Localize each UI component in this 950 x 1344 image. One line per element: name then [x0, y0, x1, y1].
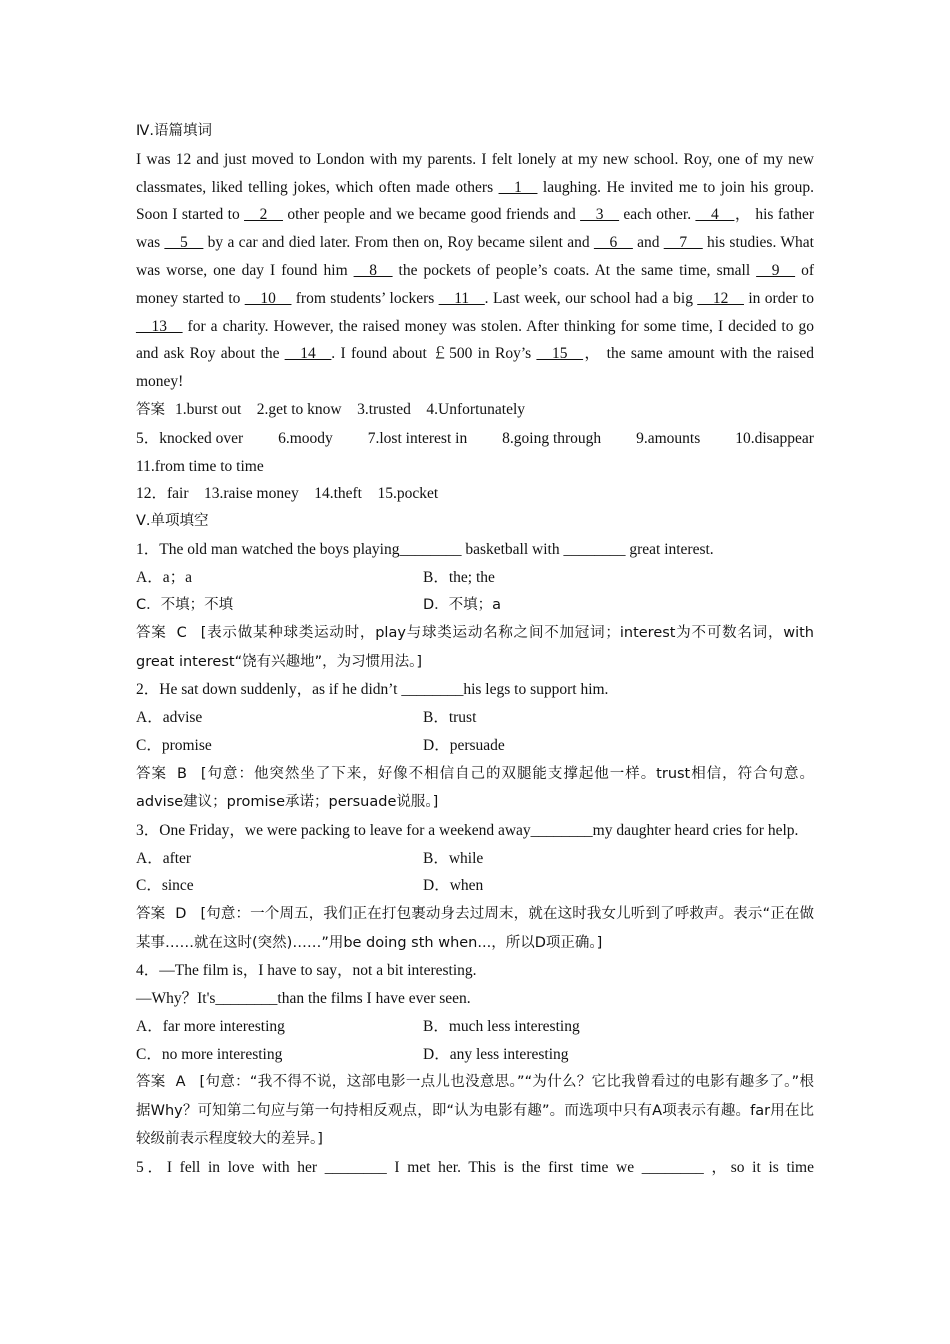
answer-explanation: [表示做某种球类运动时，play与球类运动名称之间不加冠词；interest为不可数名词，with great interest“饶有兴趣地”，为习惯用法。]	[136, 625, 814, 670]
blank-12: __12__	[697, 289, 744, 307]
passage-text: I was 12 and just moved to London with my parents. I felt lonely at my new school. Roy, one of my new classmates, liked telling jokes, which often made others	[136, 150, 814, 196]
option-d: D．when	[423, 877, 484, 895]
question-1-options-row-1	[136, 564, 814, 592]
question-2-stem: 2．He sat down suddenly，as if he didn’t ________his legs to support him.	[136, 681, 609, 699]
passage-text: each other.	[618, 206, 696, 224]
question-4-answer	[136, 1068, 814, 1154]
section-5-heading: Ⅴ.单项填空	[136, 513, 209, 530]
passage-text: from students’ lockers	[291, 289, 439, 307]
answer-explanation: [句意：他突然坐了下来，好像不相信自己的双腿能支撑起他一样。trust相信，符合句意。advise建议；promise承诺；persuade说服。]	[136, 765, 815, 811]
blank-5: __5__	[164, 234, 204, 252]
passage-text: by a car and died later. From then on, Roy became silent and	[203, 234, 594, 252]
blank-10: __10__	[244, 289, 292, 307]
answer-item: 10.disappear	[735, 429, 814, 447]
blank-9: __9__	[756, 261, 795, 279]
document-page	[136, 118, 814, 1182]
blank-3: __3__	[580, 206, 619, 224]
answer-label: 答案	[136, 401, 165, 418]
question-2-answer	[136, 760, 814, 817]
option-b: B．much less interesting	[423, 1017, 580, 1035]
option-d: D．不填；a	[423, 596, 502, 613]
answer-line-4: 12．fair 13.raise money 14.theft 15.pocket	[136, 485, 439, 503]
answer-choice: C	[176, 625, 187, 642]
answer-label: 答案	[136, 625, 167, 642]
question-2-options-row-1	[136, 704, 814, 732]
question-5-stem: 5．I fell in love with her ________ I met her. This is the first time we ________ ，so it is time	[136, 1158, 814, 1176]
question-4-options-row-1	[136, 1013, 814, 1041]
question-3-stem: 3．One Friday，we were packing to leave for a weekend away________my daughter heard cries for help.	[136, 821, 799, 839]
question-4-options-row-2	[136, 1041, 814, 1069]
passage-text: other people and we became good friends and	[282, 206, 581, 224]
blank-4: __4__	[695, 206, 735, 224]
blank-11: __11__	[438, 289, 485, 307]
passage-text: in order to	[743, 289, 814, 307]
passage-text: laughing. He invited me to join his group. Soon I started to	[136, 178, 814, 224]
passage-text: . I found about ￡500 in Roy’s	[331, 345, 537, 363]
cloze-passage	[136, 146, 814, 396]
answer-item: 8.going through	[502, 429, 602, 447]
answer-item: 6.moody	[278, 429, 333, 447]
question-4-stem: 4．—The film is，I have to say，not a bit interesting.	[136, 962, 477, 980]
answer-explanation: [句意：一个周五，我们正在打包裹动身去过周末，就在这时我女儿听到了呼救声。表示“正在做某事……就在这时(突然)……”用be doing sth when...，所以D项正确。]	[136, 906, 814, 951]
answer-choice: B	[176, 765, 187, 782]
option-c: C．promise	[136, 736, 212, 754]
answer-item: 5．knocked over	[136, 429, 244, 447]
option-a: A．far more interesting	[136, 1017, 285, 1035]
option-b: B．while	[423, 849, 484, 867]
option-c: C．no more interesting	[136, 1045, 283, 1063]
answer-item: 7.lost interest in	[367, 429, 468, 447]
option-b: B．trust	[423, 709, 477, 727]
answer-explanation: [句意：“我不得不说，这部电影一点儿也没意思。”“为什么？它比我曾看过的电影有趣多了。”根据Why？可知第二句应与第一句持相反观点，即“认为电影有趣”。而选项中只有A项表示有趣。far用在比较级前表示程度较大的差异。]	[136, 1074, 815, 1148]
passage-text: and	[632, 234, 664, 252]
answer-label: 答案	[136, 1074, 166, 1091]
answer-text: 1.burst out 2.get to know 3.trusted 4.Unfortunately	[175, 400, 525, 418]
blank-2: __2__	[244, 206, 283, 224]
question-1-answer	[136, 619, 814, 676]
question-3-answer	[136, 900, 814, 957]
option-c: C．since	[136, 877, 194, 895]
answer-line-3: 11.from time to time	[136, 457, 264, 475]
passage-text: of money started to	[136, 261, 814, 307]
answer-choice: A	[175, 1074, 186, 1091]
question-3-options-row-2	[136, 872, 814, 900]
question-1-options-row-2	[136, 592, 814, 620]
blank-1: __1__	[498, 178, 538, 196]
option-d: D．any less interesting	[423, 1045, 569, 1063]
section-4-heading: Ⅳ.语篇填词	[136, 123, 212, 139]
blank-8: __8__	[353, 261, 393, 279]
passage-text: his studies. What was worse, one day I found him	[136, 234, 814, 279]
option-a: A．a；a	[136, 568, 192, 586]
answer-line-1	[136, 396, 814, 425]
option-d: D．persuade	[423, 736, 505, 754]
question-1-stem: 1．The old man watched the boys playing________ basketball with ________ great interest.	[136, 540, 714, 558]
blank-7: __7__	[663, 234, 703, 252]
answer-label: 答案	[136, 765, 167, 782]
question-2-options-row-2	[136, 732, 814, 760]
answer-item: 9.amounts	[636, 429, 701, 447]
passage-text: ， his father was	[136, 206, 815, 252]
question-4-stem-reply: —Why？It's________than the films I have ever seen.	[136, 989, 471, 1007]
option-a: A．advise	[136, 709, 203, 727]
blank-14: __14__	[284, 345, 332, 363]
passage-text: . Last week, our school had a big	[484, 289, 698, 307]
blank-6: __6__	[593, 234, 633, 252]
option-a: A．after	[136, 849, 192, 867]
blank-15: __15__	[536, 345, 583, 363]
question-3-options-row-1	[136, 845, 814, 873]
passage-text: ， the same amount with the raised money!	[136, 345, 814, 391]
passage-text: the pockets of people’s coats. At the same time, small	[392, 261, 757, 279]
blank-13: __13__	[136, 317, 183, 335]
answer-choice: D	[175, 906, 187, 923]
option-c: C．不填；不填	[136, 596, 234, 613]
answer-label: 答案	[136, 906, 166, 923]
passage-text: for a charity. However, the raised money was stolen. After thinking for some time, I decided to go and ask Roy about the	[136, 317, 814, 363]
answer-line-2	[136, 425, 814, 453]
option-b: B．the; the	[423, 568, 495, 586]
